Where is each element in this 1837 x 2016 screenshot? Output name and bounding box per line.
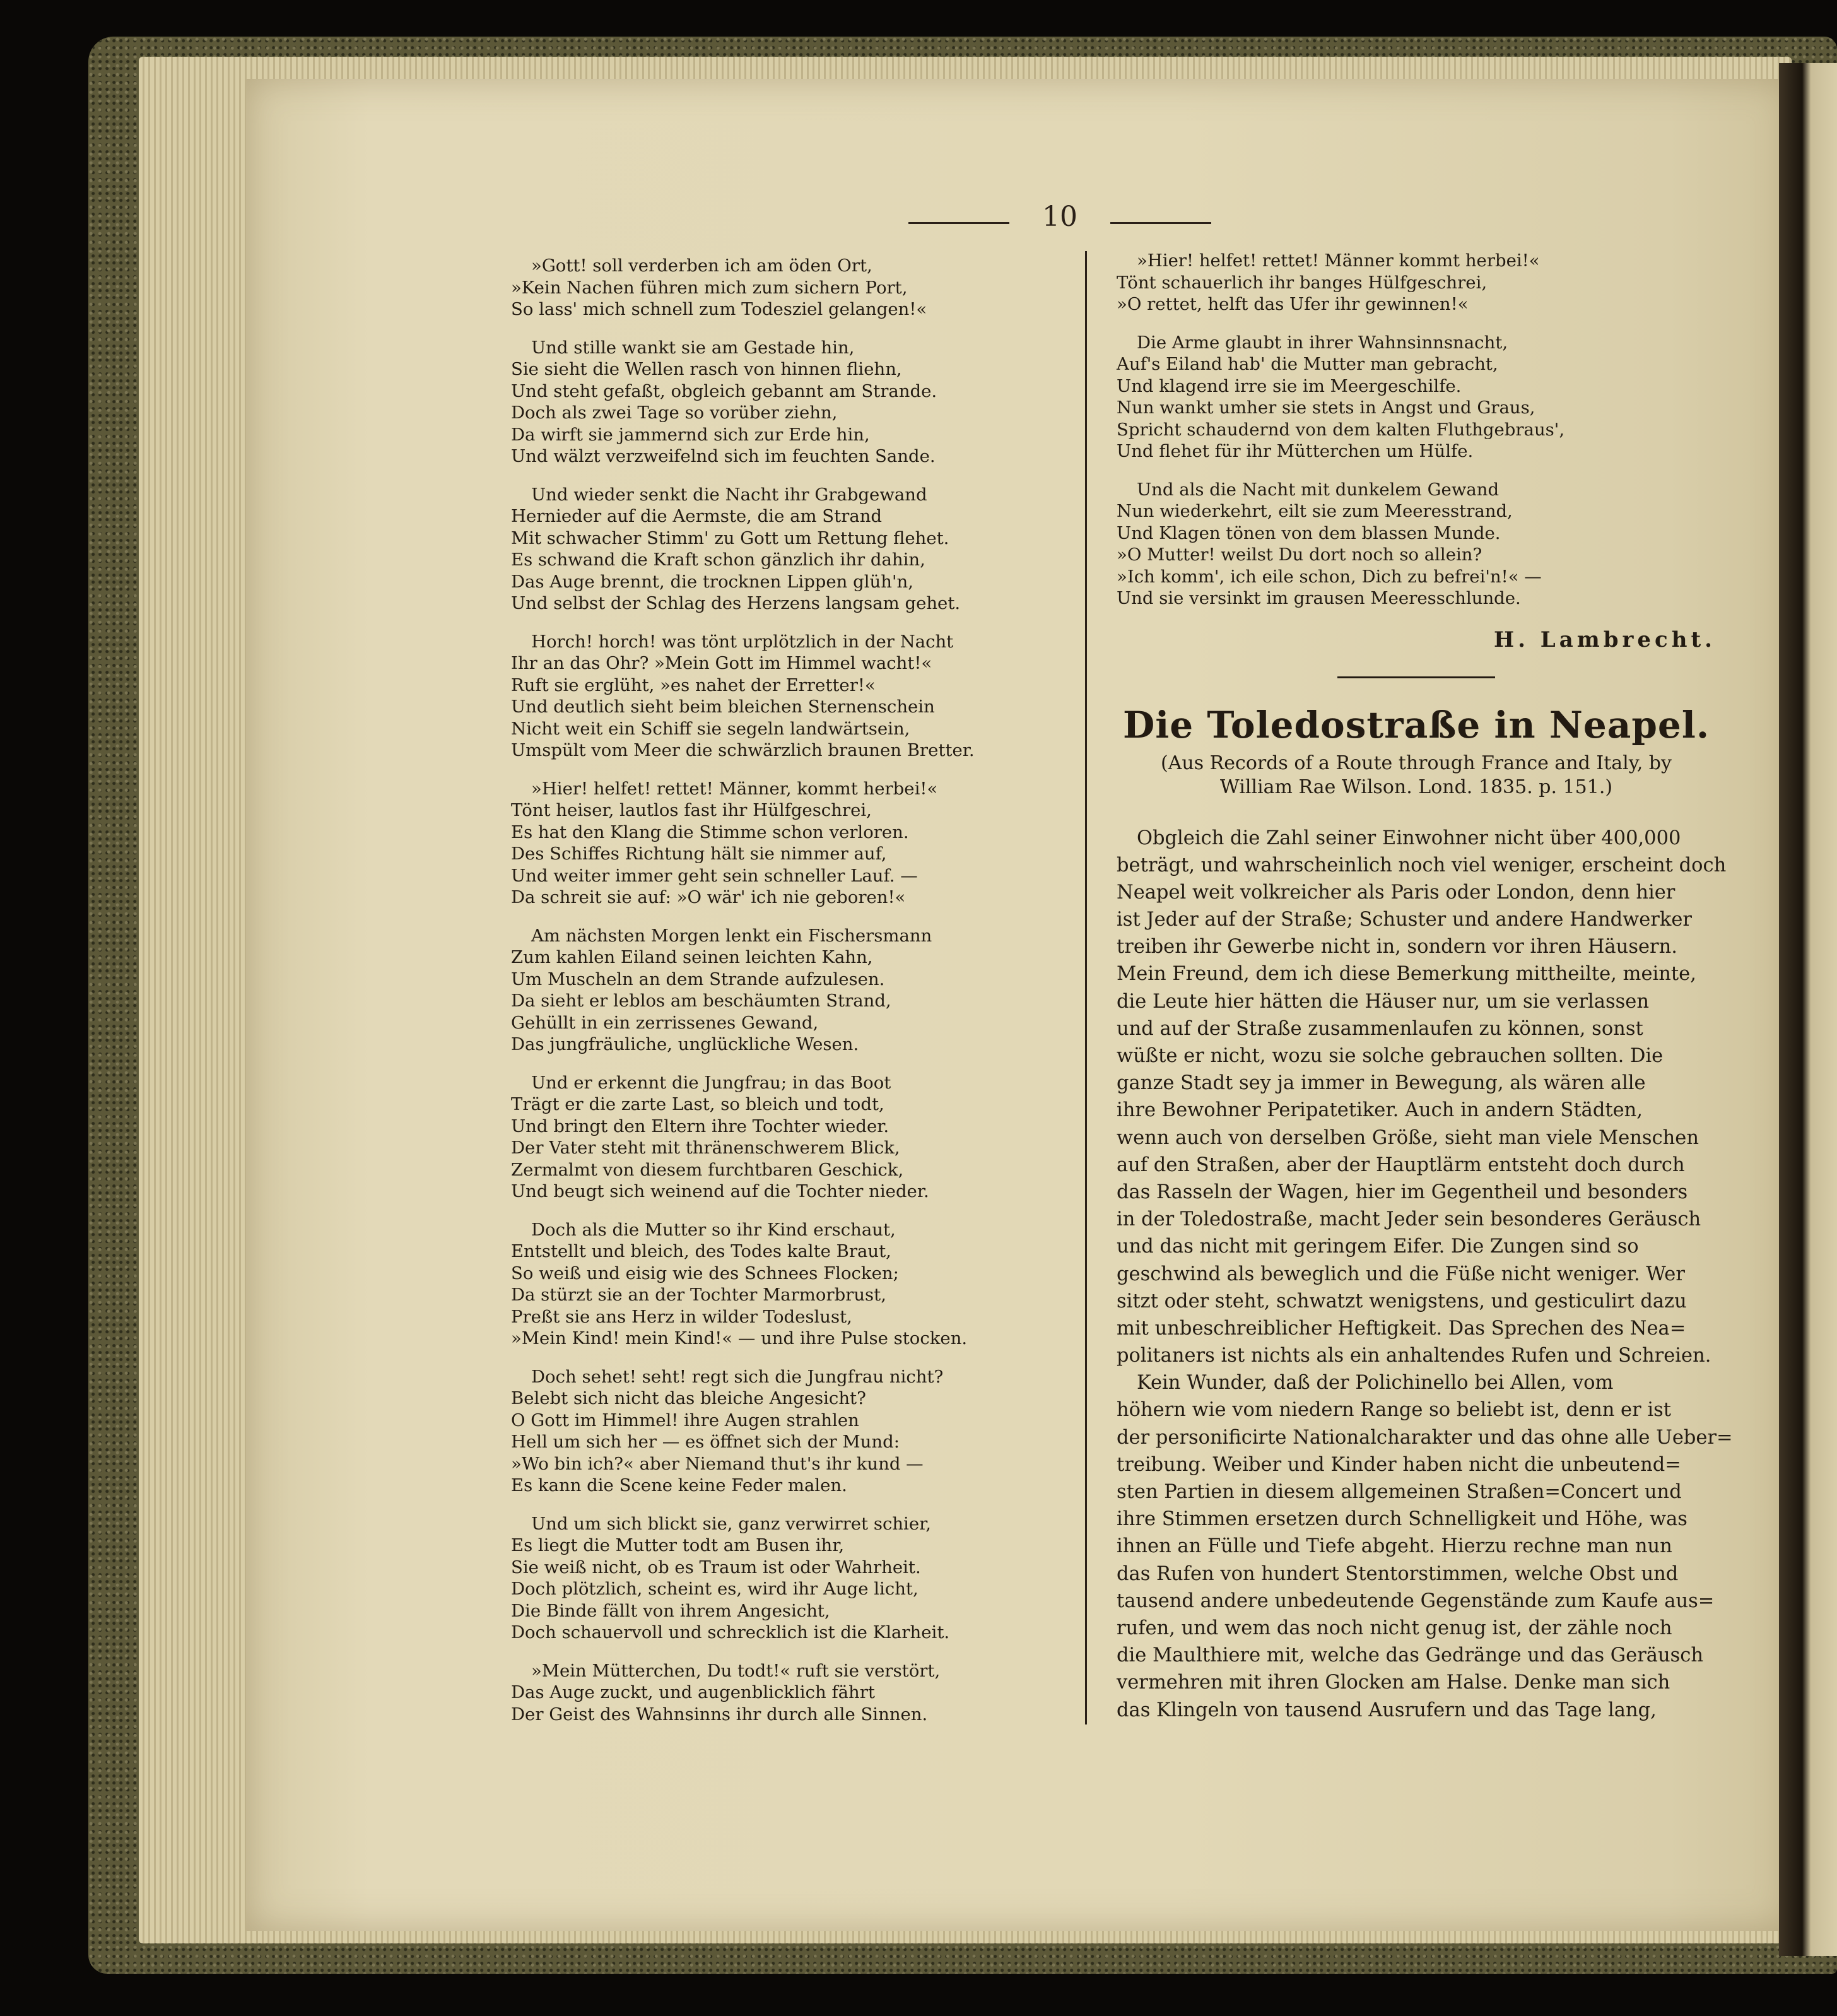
page-header bbox=[908, 201, 1211, 239]
text-line: So lass' mich schnell zum Todesziel gelangen!« bbox=[511, 299, 927, 319]
text-line: Sie weiß nicht, ob es Traum ist oder Wahrheit. bbox=[511, 1557, 921, 1577]
poem-stanza bbox=[1117, 479, 1716, 610]
text-line: Am nächsten Morgen lenkt ein Fischersmann bbox=[531, 925, 932, 946]
text-line: treibung. Weiber und Kinder haben nicht die unbeutend= bbox=[1117, 1453, 1681, 1476]
text-line: und auf der Straße zusammenlaufen zu können, sonst bbox=[1117, 1017, 1643, 1040]
text-line: Auf's Eiland hab' die Mutter man gebracht, bbox=[1117, 354, 1498, 374]
text-line: Da wirft sie jammernd sich zur Erde hin, bbox=[511, 424, 870, 445]
text-line: Und als die Nacht mit dunkelem Gewand bbox=[1137, 479, 1500, 500]
text-line: »Gott! soll verderben ich am öden Ort, bbox=[531, 256, 872, 276]
text-line: Spricht schaudernd von dem kalten Fluthgebraus', bbox=[1117, 419, 1565, 440]
text-line: Doch plötzlich, scheint es, wird ihr Auge licht, bbox=[511, 1579, 918, 1599]
text-line: »Kein Nachen führen mich zum sichern Port, bbox=[511, 277, 908, 298]
text-line: die Maulthiere mit, welche das Gedränge und das Geräusch bbox=[1117, 1644, 1703, 1667]
text-line: das Rasseln der Wagen, hier im Gegentheil und besonders bbox=[1117, 1181, 1688, 1203]
text-line: Das Auge zuckt, und augenblicklich fährt bbox=[511, 1682, 875, 1702]
poem-stanza bbox=[1117, 332, 1716, 463]
poem-stanza bbox=[511, 1366, 1060, 1497]
column-divider bbox=[1085, 251, 1087, 1724]
text-line: Da schreit sie auf: »O wär' ich nie geboren!« bbox=[511, 887, 906, 907]
text-line: Da sieht er leblos am beschäumten Strand, bbox=[511, 991, 891, 1011]
text-line: Belebt sich nicht das bleiche Angesicht? bbox=[511, 1388, 866, 1408]
text-line: Gehüllt in ein zerrissenes Gewand, bbox=[511, 1012, 819, 1033]
poem-stanza bbox=[511, 484, 1060, 615]
text-line: »Wo bin ich?« aber Niemand thut's ihr kund — bbox=[511, 1453, 924, 1474]
text-line: das Klingeln von tausend Ausrufern und das Tage lang, bbox=[1117, 1699, 1657, 1721]
author-signature: H. Lambrecht. bbox=[1494, 627, 1716, 652]
text-line: Und er erkennt die Jungfrau; in das Boot bbox=[531, 1072, 891, 1093]
text-line: geschwind als beweglich und die Füße nicht weniger. Wer bbox=[1117, 1263, 1685, 1285]
text-line: Es kann die Scene keine Feder malen. bbox=[511, 1475, 847, 1495]
poem-stanza bbox=[511, 255, 1060, 321]
text-line: So weiß und eisig wie des Schnees Flocken; bbox=[511, 1263, 899, 1283]
text-line: Tönt schauerlich ihr banges Hülfgeschrei, bbox=[1117, 272, 1488, 293]
text-line: Doch schauervoll und schrecklich ist die Klarheit. bbox=[511, 1622, 950, 1642]
text-line: auf den Straßen, aber der Hauptlärm entsteht doch durch bbox=[1117, 1153, 1685, 1176]
text-line: Hernieder auf die Aermste, die am Strand bbox=[511, 506, 883, 526]
text-line: Der Geist des Wahnsinns ihr durch alle Sinnen. bbox=[511, 1704, 928, 1724]
text-line: Umspült vom Meer die schwärzlich braunen Bretter. bbox=[511, 740, 975, 760]
text-line: Doch als die Mutter so ihr Kind erschaut, bbox=[531, 1219, 896, 1240]
text-line: Ruft sie erglüht, »es nahet der Erretter!« bbox=[511, 675, 876, 695]
text-line: Das jungfräuliche, unglückliche Wesen. bbox=[511, 1034, 859, 1054]
text-line: Es hat den Klang die Stimme schon verloren. bbox=[511, 822, 909, 842]
text-line: Und stille wankt sie am Gestade hin, bbox=[531, 337, 855, 358]
poem-stanza bbox=[511, 925, 1060, 1056]
text-line: Und beugt sich weinend auf die Tochter nieder. bbox=[511, 1181, 929, 1201]
text-line: Und Klagen tönen von dem blassen Munde. bbox=[1117, 522, 1501, 543]
text-line: »Hier! helfet! rettet! Männer, kommt herbei!« bbox=[531, 778, 938, 799]
text-line: Trägt er die zarte Last, so bleich und todt, bbox=[511, 1094, 884, 1114]
text-line: sitzt oder steht, schwatzt wenigstens, und gesticulirt dazu bbox=[1117, 1290, 1687, 1312]
text-line: (Aus Records of a Route through France and Italy, by bbox=[1161, 752, 1672, 774]
poem-stanza bbox=[511, 631, 1060, 762]
text-line: wenn auch von derselben Größe, sieht man viele Menschen bbox=[1117, 1126, 1699, 1149]
text-line: Und weiter immer geht sein schneller Lauf. — bbox=[511, 865, 918, 886]
text-line: Und steht gefaßt, obgleich gebannt am Strande. bbox=[511, 380, 937, 401]
text-line: Kein Wunder, daß der Polichinello bei Allen, vom bbox=[1137, 1372, 1614, 1394]
text-line: Doch als zwei Tage so vorüber ziehn, bbox=[511, 403, 838, 423]
text-line: Doch sehet! seht! regt sich die Jungfrau nicht? bbox=[531, 1366, 944, 1387]
text-line: Horch! horch! was tönt urplötzlich in der Nacht bbox=[531, 631, 954, 652]
text-line: Hell um sich her — es öffnet sich der Mund: bbox=[511, 1432, 900, 1452]
page-number: 10 bbox=[1042, 201, 1077, 233]
text-line: ihnen an Fülle und Tiefe abgeht. Hierzu rechne man nun bbox=[1117, 1535, 1672, 1558]
text-line: Zermalmt von diesem furchtbaren Geschick, bbox=[511, 1159, 904, 1180]
text-line: Die Arme glaubt in ihrer Wahnsinnsnacht, bbox=[1137, 332, 1508, 353]
text-line: Ihr an das Ohr? »Mein Gott im Himmel wacht!« bbox=[511, 653, 932, 673]
text-line: Und wieder senkt die Nacht ihr Grabgewand bbox=[531, 484, 927, 505]
text-line: Preßt sie ans Herz in wilder Todeslust, bbox=[511, 1306, 852, 1327]
text-line: Und bringt den Eltern ihre Tochter wieder. bbox=[511, 1116, 889, 1136]
text-line: tausend andere unbedeutende Gegenstände zum Kaufe aus= bbox=[1117, 1589, 1715, 1612]
text-line: »O Mutter! weilst Du dort noch so allein? bbox=[1117, 545, 1482, 565]
text-line: Tönt heiser, lautlos fast ihr Hülfgeschrei, bbox=[511, 800, 872, 820]
text-line: politaners ist nichts als ein anhaltendes Rufen und Schreien. bbox=[1117, 1345, 1711, 1367]
poem-stanza bbox=[511, 337, 1060, 468]
text-line: beträgt, und wahrscheinlich noch viel weniger, erscheint doch bbox=[1117, 854, 1727, 876]
poem-stanza bbox=[511, 1513, 1060, 1644]
text-line: Und deutlich sieht beim bleichen Sternenschein bbox=[511, 697, 935, 717]
poem-stanza bbox=[511, 778, 1060, 909]
text-line: Zum kahlen Eiland seinen leichten Kahn, bbox=[511, 947, 873, 967]
text-line: ist Jeder auf der Straße; Schuster und andere Handwerker bbox=[1117, 909, 1692, 931]
text-line: Es liegt die Mutter todt am Busen ihr, bbox=[511, 1535, 845, 1555]
text-line: Der Vater steht mit thränenschwerem Blick, bbox=[511, 1138, 900, 1158]
text-line: Des Schiffes Richtung hält sie nimmer auf, bbox=[511, 844, 887, 864]
text-line: der personificirte Nationalcharakter und das ohne alle Ueber= bbox=[1117, 1426, 1733, 1449]
text-line: Und flehet für ihr Mütterchen um Hülfe. bbox=[1117, 441, 1474, 461]
text-line: ihre Stimmen ersetzen durch Schnelligkeit und Höhe, was bbox=[1117, 1508, 1687, 1531]
text-line: »O rettet, helft das Ufer ihr gewinnen!« bbox=[1117, 294, 1469, 314]
text-line: Und um sich blickt sie, ganz verwirret schier, bbox=[531, 1513, 931, 1534]
text-line: Nicht weit ein Schiff sie segeln landwärtsein, bbox=[511, 718, 910, 739]
text-line: in der Toledostraße, macht Jeder sein besonderes Geräusch bbox=[1117, 1208, 1701, 1231]
text-line: wüßte er nicht, wozu sie solche gebrauchen sollten. Die bbox=[1117, 1045, 1664, 1067]
text-line: »Mein Kind! mein Kind!« — und ihre Pulse stocken. bbox=[511, 1328, 968, 1348]
poem-stanza bbox=[511, 1660, 1060, 1726]
poem-continuation bbox=[1117, 250, 1716, 610]
text-line: Nun wiederkehrt, eilt sie zum Meeresstrand, bbox=[1117, 501, 1513, 521]
text-line: Und selbst der Schlag des Herzens langsam gehet. bbox=[511, 593, 961, 613]
text-line: ganze Stadt sey ja immer in Bewegung, als wären alle bbox=[1117, 1072, 1646, 1095]
text-line: Da stürzt sie an der Tochter Marmorbrust, bbox=[511, 1285, 886, 1305]
header-rule-right bbox=[1110, 222, 1211, 224]
text-line: und das nicht mit geringem Eifer. Die Zungen sind so bbox=[1117, 1235, 1639, 1258]
text-line: die Leute hier hätten die Häuser nur, um sie verlassen bbox=[1117, 990, 1649, 1013]
text-line: ihre Bewohner Peripatetiker. Auch in andern Städten, bbox=[1117, 1099, 1643, 1122]
text-line: höhern wie vom niedern Range so beliebt ist, denn er ist bbox=[1117, 1399, 1672, 1422]
text-line: sten Partien in diesem allgemeinen Straßen=Concert und bbox=[1117, 1481, 1682, 1503]
text-line: Das Auge brennt, die trocknen Lippen glüh'n, bbox=[511, 571, 913, 592]
text-line: Und klagend irre sie im Meergeschilfe. bbox=[1117, 375, 1462, 396]
article-title: Die Toledostraße in Neapel. bbox=[1122, 703, 1710, 746]
text-line: rufen, und wem das noch nicht genug ist, der zähle noch bbox=[1117, 1617, 1672, 1639]
text-line: Und sie versinkt im grausen Meeresschlunde. bbox=[1117, 588, 1521, 608]
text-line: Nun wankt umher sie stets in Angst und Graus, bbox=[1117, 398, 1535, 418]
poem-stanza bbox=[511, 1219, 1060, 1350]
text-line: Mein Freund, dem ich diese Bemerkung mittheilte, meinte, bbox=[1117, 963, 1696, 986]
poem-stanza bbox=[511, 1072, 1060, 1203]
text-line: Entstellt und bleich, des Todes kalte Braut, bbox=[511, 1241, 891, 1261]
text-line: Die Binde fällt von ihrem Angesicht, bbox=[511, 1600, 830, 1621]
left-column bbox=[511, 255, 1060, 1742]
section-separator bbox=[1337, 676, 1495, 678]
text-line: »Mein Mütterchen, Du todt!« ruft sie verstört, bbox=[531, 1660, 941, 1681]
poem-stanza bbox=[1117, 250, 1716, 315]
text-line: das Rufen von hundert Stentorstimmen, welche Obst und bbox=[1117, 1562, 1679, 1585]
text-line: Um Muscheln an dem Strande aufzulesen. bbox=[511, 969, 885, 989]
text-line: Neapel weit volkreicher als Paris oder London, denn hier bbox=[1117, 881, 1676, 904]
text-line: Es schwand die Kraft schon gänzlich ihr dahin, bbox=[511, 550, 925, 570]
text-line: O Gott im Himmel! ihre Augen strahlen bbox=[511, 1410, 859, 1430]
text-line: treiben ihr Gewerbe nicht in, sondern vor ihren Häusern. bbox=[1117, 936, 1677, 958]
text-line: Und wälzt verzweifelnd sich im feuchten Sande. bbox=[511, 446, 936, 466]
text-line: Sie sieht die Wellen rasch von hinnen fliehn, bbox=[511, 359, 902, 379]
text-line: Obgleich die Zahl seiner Einwohner nicht über 400,000 bbox=[1137, 827, 1681, 849]
text-line: vermehren mit ihren Glocken am Halse. Denke man sich bbox=[1117, 1671, 1670, 1694]
gutter bbox=[1779, 63, 1837, 1956]
text-line: »Hier! helfet! rettet! Männer kommt herbei!« bbox=[1137, 251, 1540, 271]
text-line: »Ich komm', ich eile schon, Dich zu befrei'n!« — bbox=[1117, 566, 1542, 587]
text-line: William Rae Wilson. Lond. 1835. p. 151.) bbox=[1219, 775, 1613, 798]
article-source bbox=[1117, 752, 1716, 799]
right-column bbox=[1117, 250, 1733, 1724]
text-line: mit unbeschreiblicher Heftigkeit. Das Sprechen des Nea= bbox=[1117, 1317, 1686, 1340]
article-body bbox=[1117, 825, 1733, 1724]
text-line: Mit schwacher Stimm' zu Gott um Rettung flehet. bbox=[511, 528, 949, 548]
